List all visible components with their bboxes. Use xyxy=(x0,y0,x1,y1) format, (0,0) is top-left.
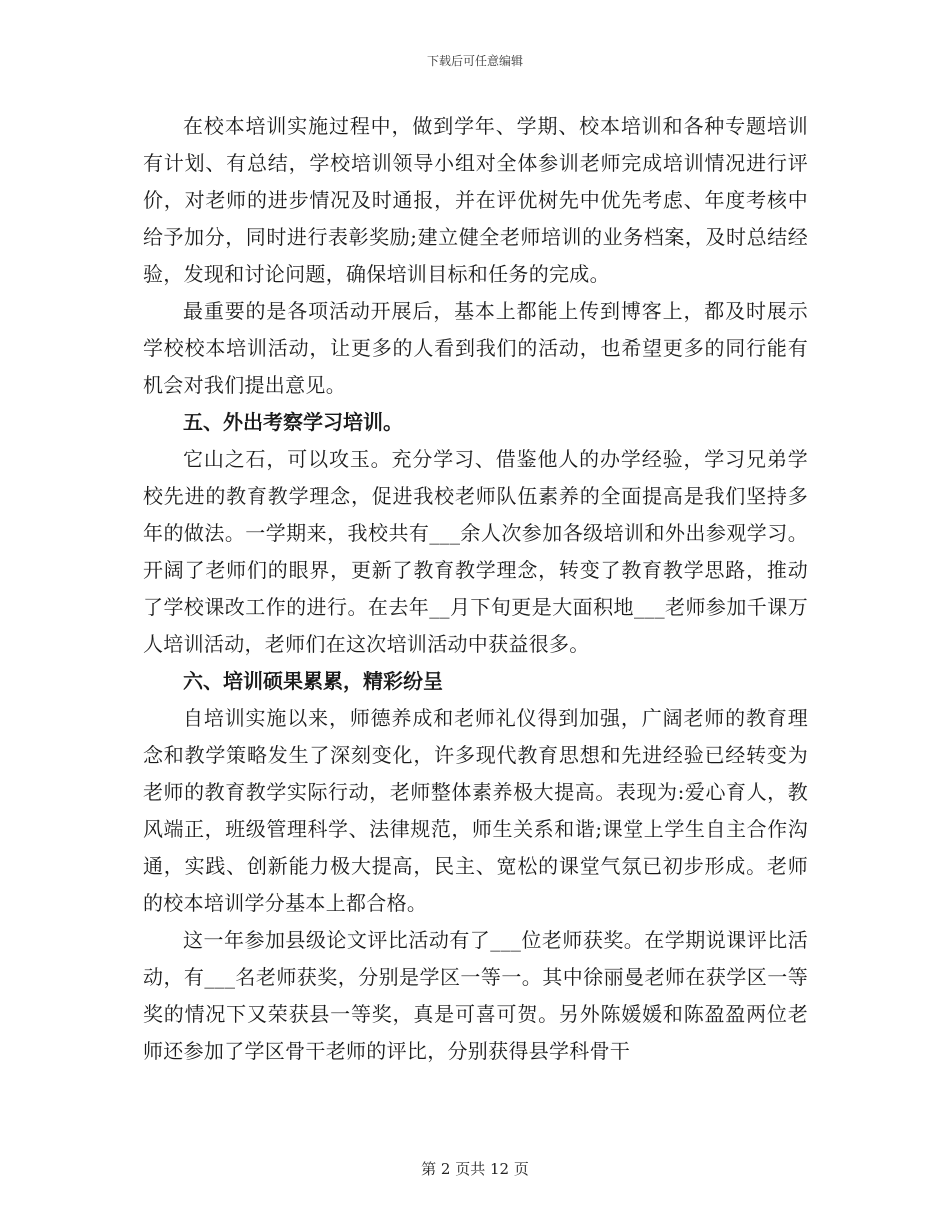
paragraph-training-implementation: 在校本培训实施过程中，做到学年、学期、校本培训和各种专题培训有计划、有总结，学校培训领导小组对全体参训老师完成培训情况进行评价，对老师的进步情况及时通报，并在评优树先中优先考虑、年度考核中给予加分，同时进行表彰奖励;建立健全老师培训的业务档案，及时总结经验，发现和讨论问题，确保培训目标和任务的完成。 xyxy=(143,114,808,286)
document-body xyxy=(143,108,808,1070)
section-heading-5: 五、外出考察学习培训。 xyxy=(183,410,403,434)
section-heading-6: 六、培训硕果累累，精彩纷呈 xyxy=(183,669,443,693)
page-footer: 第 2 页共 12 页 xyxy=(421,1160,529,1178)
paragraph-blog-activities: 最重要的是各项活动开展后，基本上都能上传到博客上，都及时展示学校校本培训活动，让更多的人看到我们的活动，也希望更多的同行能有机会对我们提出意见。 xyxy=(143,299,808,397)
paragraph-training-results: 自培训实施以来，师德养成和老师礼仪得到加强，广阔老师的教育理念和教学策略发生了深刻变化，许多现代教育思想和先进经验已经转变为老师的教育教学实际行动，老师整体素养极大提高。表现为:爱心育人，教风端正，班级管理科学、法律规范，师生关系和谐;课堂上学生自主合作沟通，实践、创新能力极大提高，民主、宽松的课堂气氛已初步形成。老师的校本培训学分基本上都合格。 xyxy=(143,706,808,915)
paragraph-external-study: 它山之石，可以攻玉。充分学习、借鉴他人的办学经验，学习兄弟学校先进的教育教学理念，促进我校老师队伍素养的全面提高是我们坚持多年的做法。一学期来，我校共有___余人次参加各级培训和外出参观学习。开阔了老师们的眼界，更新了教育教学理念，转变了教育教学思路，推动了学校课改工作的进行。在去年__月下旬更是大面积地___老师参加千课万人培训活动，老师们在这次培训活动中获益很多。 xyxy=(143,447,808,656)
paragraph-awards: 这一年参加县级论文评比活动有了___位老师获奖。在学期说课评比活动，有___名老师获奖，分别是学区一等一。其中徐丽曼老师在获学区一等奖的情况下又荣获县一等奖，真是可喜可贺。另外陈媛媛和陈盈盈两位老师还参加了学区骨干老师的评比，分别获得县学科骨干 xyxy=(143,928,808,1063)
page-header: 下载后可任意编辑 xyxy=(426,54,523,68)
